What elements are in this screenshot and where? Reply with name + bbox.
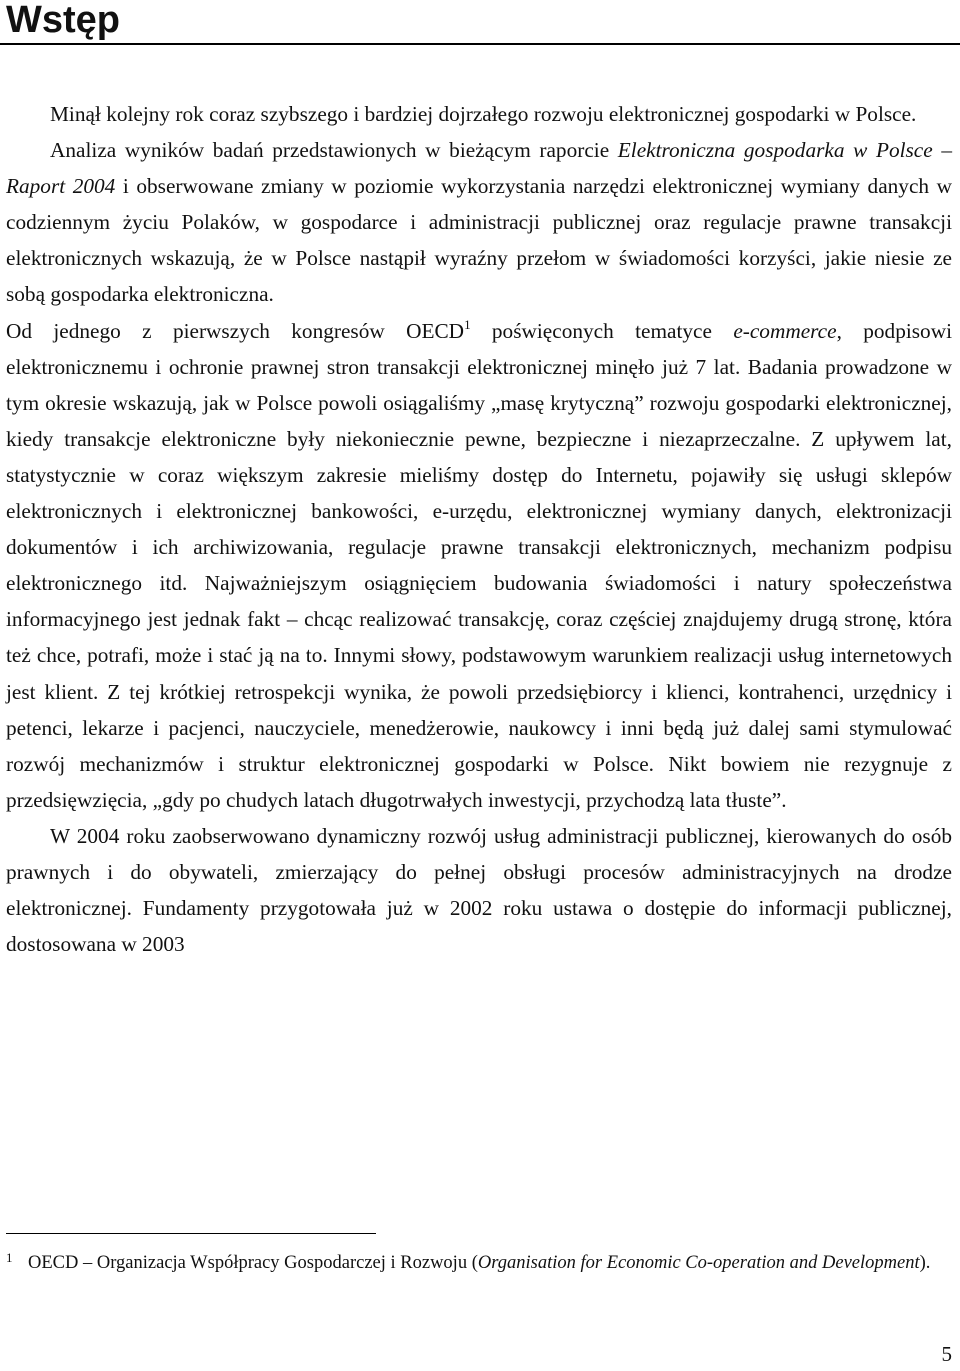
report-title: Elektroniczna gospodarka w Polsce – Raport 2004 bbox=[6, 138, 952, 199]
paragraph-1: Minął kolejny rok coraz szybszego i bardziej dojrzałego rozwoju elektronicznej gospodarki w Polsce. bbox=[50, 102, 917, 126]
paragraph-3: Od jednego z pierwszych kongresów OECD$^1$ poświęconych tematyce e-commerce, podpisowi elektronicznemu i ochronie prawnej stron transakcji elektronicznej minęło już 7 lat. Badania prowadzone w tym okresie wskazują, jak w Polsce powoli osiągaliśmy „masę krytyczną” rozwoju gospodarki elektronicznej, kiedy transakcje elektroniczne były niekoniecznie pewne, bezpieczne i niezaprzeczalne. Z upływem lat, statystycznie w coraz większym zakresie mieliśmy dostęp do Internetu, pojawiły się usługi sklepów elektronicznych i elektronicznej bankowości, e-urzędu, elektronicznej wymiany danych, elektronizacji dokumentów i ich archiwizowania, regulacje prawne transakcji elektronicznych, mechanizm podpisu elektronicznego itd. Najważniejszym osiągnięciem budowania świadomości i natury społeczeństwa informacyjnego jest jednak fakt – chcąc realizować transakcję, coraz częściej znajdujemy drugą stronę, która też chce, potrafi, może i stać ją na to. Innymi słowy, podstawowym warunkiem realizacji usług internetowych jest klient. Z tej krótkiej retrospekcji wynika, że powoli przedsiębiorcy i klienci, kontrahenci, urzędnicy i petenci, lekarze i pacjenci, nauczyciele, menedżerowie, naukowcy i inni będą już dalej sami stymulować rozwój mechanizmów i struktur elektronicznej gospodarki w Polsce. Nikt bowiem nie rezygnuje z przedsięwzięcia, „gdy po chudych latach długotrwałych inwestycji, przychodzą lata tłuste”. bbox=[6, 316, 952, 812]
chapter-heading-block bbox=[0, 0, 960, 40]
heading-underline bbox=[0, 43, 960, 45]
page-number: 5 bbox=[941, 1342, 952, 1366]
paragraph-2: Analiza wyników badań przedstawionych w bieżącym raporcie Elektroniczna gospodarka w Polsce – Raport 2004 i obserwowane zmiany w poziomie wykorzystania narzędzi elektronicznej wymiany danych w codziennym życiu Polaków, w gospodarce i administracji publicznej oraz regulacje prawne transakcji elektronicznych wskazują, że w Polsce nastąpił wyraźny przełom w świadomości korzyści, jakie niesie ze sobą gospodarka elektroniczna. bbox=[6, 138, 952, 307]
footnote: 1 OECD – Organizacja Współpracy Gospodarczej i Rozwoju (Organisation for Economic Co-operation and Development). bbox=[6, 1244, 952, 1277]
footnote-reference: 1 bbox=[464, 316, 471, 332]
paragraph-4: W 2004 roku zaobserwowano dynamiczny rozwój usług administracji publicznej, kierowanych do osób prawnych i do obywateli, zmierzający do pełnej obsługi procesów administracyjnych na drodze elektronicznej. Fundamenty przygotowała już w 2002 roku ustawa o dostępie do informacji publicznej, dostosowana w 2003 bbox=[6, 823, 952, 957]
footnote-number: 1 bbox=[6, 1250, 13, 1265]
term-ecommerce: e-commerce bbox=[733, 318, 837, 343]
main-text bbox=[6, 96, 952, 962]
footnote-separator bbox=[6, 1233, 376, 1234]
chapter-title: Wstęp bbox=[6, 0, 120, 41]
